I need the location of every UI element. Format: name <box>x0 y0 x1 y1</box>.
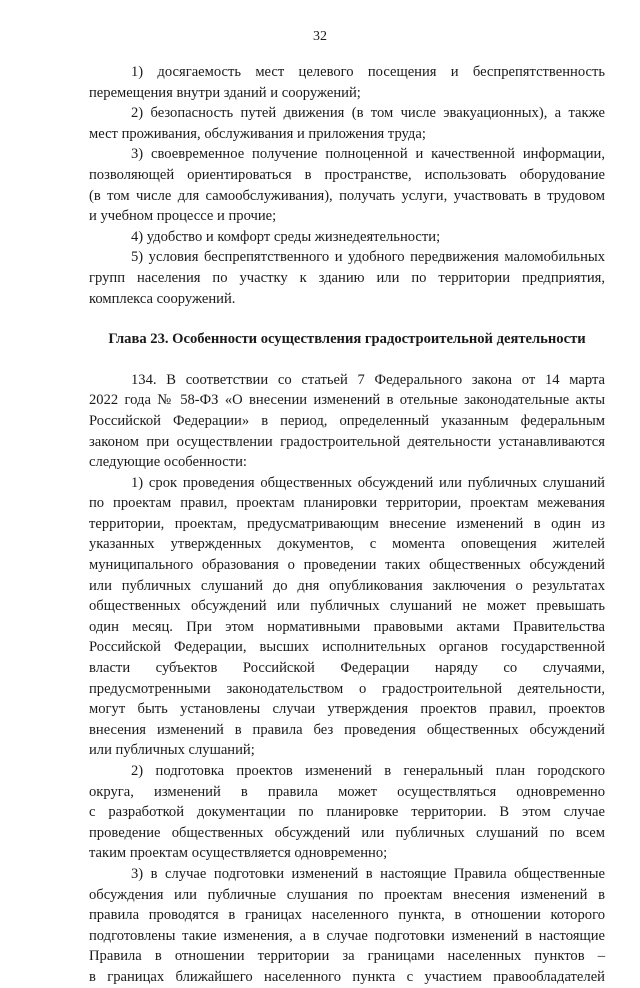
text-line: 3) своевременное получение полноценной и качественной информации, <box>131 146 605 163</box>
chapter-heading: Глава 23. Особенности осуществления градостроительной деятельности <box>108 331 586 348</box>
text-line: 2) подготовка проектов изменений в генеральный план городского <box>131 763 605 779</box>
text-line: с разработкой документации по планировке территории. В этом случае <box>89 804 605 821</box>
document-body <box>89 62 605 988</box>
paragraph <box>89 761 605 864</box>
accessibility-conditions-list <box>89 62 605 309</box>
text-line: перемещения внутри зданий и сооружений; <box>89 84 361 101</box>
text-line: групп населения по участку к зданию или по территории предприятия, <box>89 269 605 286</box>
text-line: Российской Федерации» в период, определенный указанным федеральным <box>89 412 605 429</box>
text-line: законом при осуществлении градостроительной деятельности устанавливаются <box>89 433 605 450</box>
text-line: подготовлены такие изменения, а в случае подготовки изменений в настоящие <box>89 927 605 944</box>
list-item <box>89 62 605 103</box>
text-line: предусмотренными законодательством о градостроительной деятельности, <box>89 680 605 697</box>
text-line: округа, изменений в правила может осуществляться одновременно <box>89 783 605 800</box>
text-line: 2) безопасность путей движения (в том числе эвакуационных), а также <box>131 105 605 122</box>
text-line: один месяц. При этом нормативными правовыми актами Правительства <box>89 618 605 635</box>
list-item <box>89 103 605 144</box>
article-134 <box>89 370 605 988</box>
text-line: правила проводятся в границах населенного пункта, в отношении которого <box>89 907 605 924</box>
text-line: (в том числе для самообслуживания), получать услуги, участвовать в трудовом <box>89 187 605 204</box>
text-line: мест проживания, обслуживания и приложения труда; <box>89 125 426 142</box>
text-line: Правила в отношении территории за границами населенных пунктов – <box>89 948 605 965</box>
text-line: могут быть установлены случаи утверждения проектов правил, проектов <box>89 701 605 718</box>
text-line: в границах ближайшего населенного пункта с участием правообладателей <box>89 968 605 985</box>
text-line: указанных утвержденных документов, с момента оповещения жителей <box>89 536 605 553</box>
text-line: или публичных слушаний до дня опубликования заключения о результатах <box>89 577 605 594</box>
list-item <box>89 247 605 309</box>
text-line: или публичных слушаний; <box>89 742 255 759</box>
text-line: общественных обсуждений или публичных слушаний не может превышать <box>89 598 605 615</box>
text-line: муниципального образования о проведении таких общественных обсуждений <box>89 557 605 574</box>
text-line: и учебном процессе и прочие; <box>89 208 277 225</box>
text-line: 1) срок проведения общественных обсуждений или публичных слушаний <box>131 474 605 491</box>
text-line: таким проектам осуществляется одновременно; <box>89 845 388 862</box>
text-line: 4) удобство и комфорт среды жизнедеятельности; <box>131 228 441 245</box>
text-line: комплекса сооружений. <box>89 290 236 307</box>
text-line: позволяющей ориентироваться в пространстве, использовать оборудование <box>89 166 605 183</box>
text-line: проведение общественных обсуждений или публичных слушаний по всем <box>89 824 605 841</box>
text-line: обсуждения или публичные слушания по проектам внесения изменений в <box>89 886 605 903</box>
text-line: по проектам правил, проектам планировки территории, проектам межевания <box>89 495 605 512</box>
paragraph <box>89 370 605 473</box>
text-line: внесения изменений в правила без проведения общественных обсуждений <box>89 721 605 738</box>
text-line: Российской Федерации, высших исполнительных органов государственной <box>89 639 605 656</box>
paragraph <box>89 473 605 761</box>
text-line: 5) условия беспрепятственного и удобного передвижения маломобильных <box>131 249 605 266</box>
text-line: 134. В соответствии со статьей 7 Федерального закона от 14 марта <box>131 371 605 388</box>
text-line: территории, проектам, предусматривающим внесение изменений в один из <box>89 515 605 532</box>
text-line: следующие особенности: <box>89 454 247 471</box>
text-line: 1) досягаемость мест целевого посещения и беспрепятственность <box>131 64 605 80</box>
text-line: власти субъектов Российской Федерации наряду со случаями, <box>89 660 605 677</box>
text-line: 2022 года № 58-ФЗ «О внесении изменений в отельные законодательные акты <box>89 392 605 409</box>
page-number: 32 <box>313 29 327 44</box>
paragraph <box>89 864 605 988</box>
list-item <box>89 144 605 226</box>
text-line: 3) в случае подготовки изменений в настоящие Правила общественные <box>131 865 605 882</box>
list-item <box>89 227 605 248</box>
